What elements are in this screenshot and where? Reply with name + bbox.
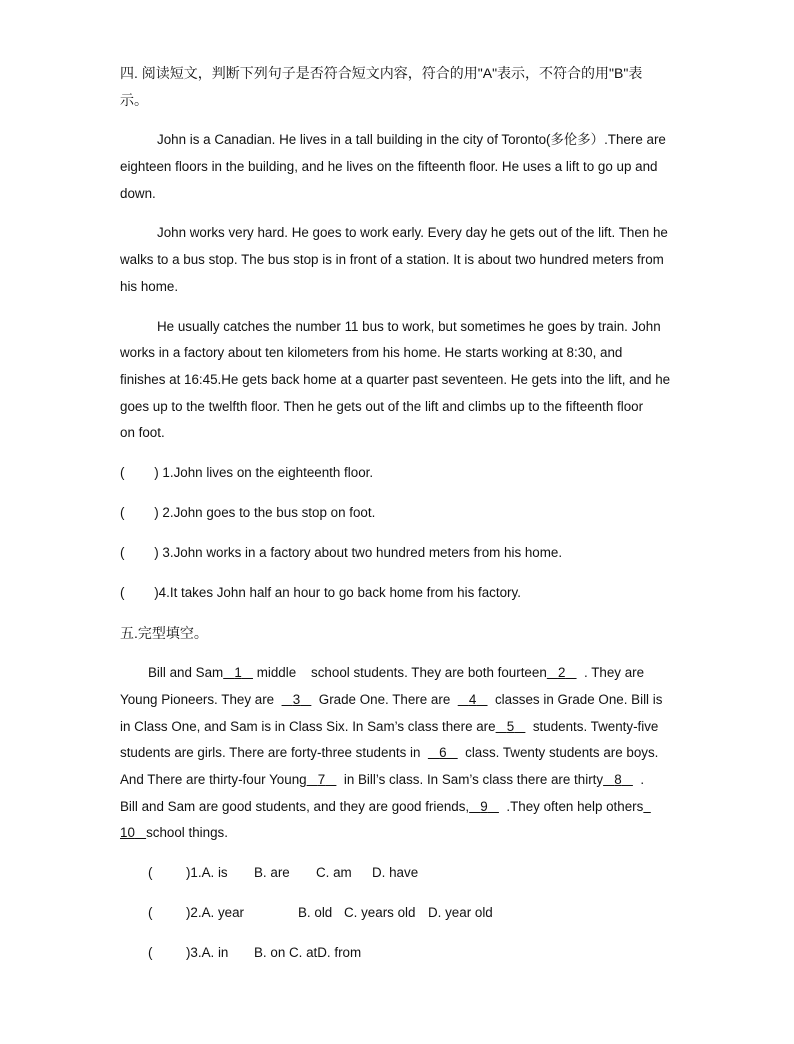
cloze-line-5: And There are thirty-four Young 7 in Bill’s class. In Sam’s class there are thirty 8 . [120,772,645,787]
option-1-c: C. am [316,865,352,880]
option-3-a: ( )3.A. in [148,945,229,960]
blank-8: 8 [614,772,622,787]
option-3-b: B. on C. atD. from [254,945,362,960]
blank-9: 9 [480,799,488,814]
passage-p3-line4: goes up to the twelfth floor. Then he gets out of the lift and climbs up to the fifteenth floor [120,399,644,414]
passage-p3-line5: on foot. [120,425,165,440]
cloze-line-3: in Class One, and Sam is in Class Six. In Sam’s class there are 5 students. Twenty-five [120,719,659,734]
cloze-line-4: students are girls. There are forty-three students in 6 class. Twenty students are boys. [120,745,659,760]
cloze-line-2: Young Pioneers. They are 3 Grade One. There are 4 classes in Grade One. Bill is [120,692,663,707]
cloze-line-1: Bill and Sam 1 middle school students. They are both fourteen 2 . They are [148,665,645,680]
section-4-heading-cont: 示。 [120,92,148,108]
blank-3: 3 [292,692,301,707]
blank-2: 2 [557,665,566,680]
option-2-c: C. years old [344,905,416,920]
tf-question-1: ( ) 1.John lives on the eighteenth floor. [120,465,374,480]
option-2-a: ( )2.A. year [148,905,244,920]
tf-question-4: ( )4.It takes John half an hour to go back home from his factory. [120,585,521,600]
cloze-line-6: Bill and Sam are good students, and they are good friends, 9 .They often help others [120,799,644,814]
blank-1: 1 [234,665,242,680]
option-1-b: B. are [254,865,290,880]
option-2-d: D. year old [428,905,493,920]
blank-7: 7 [317,772,326,787]
blank-6: 6 [439,745,447,760]
option-1-d: D. have [372,865,419,880]
section-5-heading: 五.完型填空。 [120,625,208,641]
blank-4: 4 [468,692,477,707]
passage-p2-line3: his home. [120,279,179,294]
cloze-line-7: 10 school things. [120,825,228,840]
tf-question-2: ( ) 2.John goes to the bus stop on foot. [120,505,376,520]
option-1-a: ( )1.A. is [148,865,228,880]
option-2-b: B. old [298,905,333,920]
passage-p3-line2: works in a factory about ten kilometers from his home. He starts working at 8:30, and [120,345,623,360]
passage-p1-line3: down. [120,186,156,201]
passage-p3-line1: He usually catches the number 11 bus to work, but sometimes he goes by train. John [157,319,661,334]
blank-5: 5 [506,719,515,734]
passage-p2-line2: walks to a bus stop. The bus stop is in front of a station. It is about two hundred meters from [120,252,664,267]
passage-p1-line1: John is a Canadian. He lives in a tall building in the city of Toronto(多伦多）.There are [157,132,666,147]
passage-p2-line1: John works very hard. He goes to work early. Every day he gets out of the lift. Then he [157,225,668,240]
passage-p3-line3: finishes at 16:45.He gets back home at a quarter past seventeen. He gets into the lift, and he [120,372,671,387]
blank-10: 10 [120,825,135,840]
section-4-heading: 四. 阅读短文，判断下列句子是否符合短文内容，符合的用"A"表示，不符合的用"B"表 [120,65,643,81]
tf-question-3: ( ) 3.John works in a factory about two hundred meters from his home. [120,545,563,560]
passage-p1-line2: eighteen floors in the building, and he lives on the fifteenth floor. He uses a lift to go up and [120,159,658,174]
